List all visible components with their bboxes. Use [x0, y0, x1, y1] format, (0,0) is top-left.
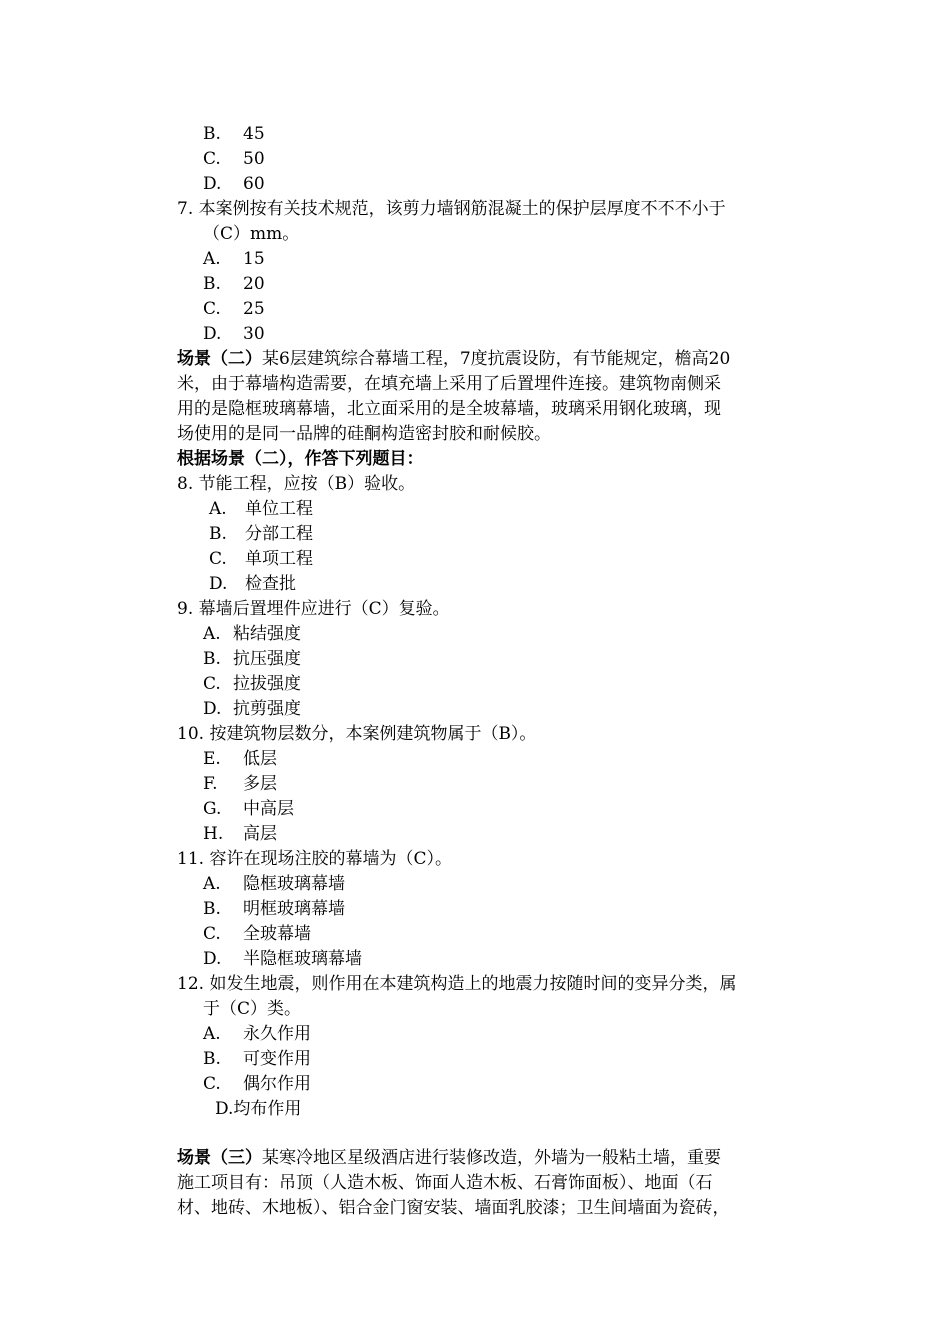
q6-option-d — [0, 172, 950, 197]
option-key: D. — [209, 574, 228, 594]
spacer — [0, 1122, 950, 1146]
scene3-line: 材、地砖、木地板）、铝合金门窗安装、墙面乳胶漆；卫生间墙面为瓷砖， — [177, 1198, 730, 1218]
option-key: A. — [203, 624, 221, 644]
q8-option-b — [0, 522, 950, 547]
q8-option-c — [0, 547, 950, 572]
q7-option-d — [0, 322, 950, 347]
q9-option-a — [0, 622, 950, 647]
option-text: 抗剪强度 — [233, 699, 301, 719]
option-key: C. — [203, 674, 221, 694]
q10-option-g — [0, 797, 950, 822]
q11-text: 11. 容许在现场注胶的幕墙为（C）。 — [177, 849, 452, 869]
option-text: 抗压强度 — [233, 649, 301, 669]
option-text: 隐框玻璃幕墙 — [243, 874, 345, 894]
scene2-line: 用的是隐框玻璃幕墙，北立面采用的是全坡幕墙，玻璃采用钢化玻璃，现 — [177, 399, 721, 419]
option-text: 中高层 — [243, 799, 294, 819]
option-key: G. — [203, 799, 222, 819]
q6-option-c — [0, 147, 950, 172]
q11-option-c — [0, 922, 950, 947]
q8-option-a — [0, 497, 950, 522]
option-text: 60 — [243, 174, 265, 194]
q10-option-h — [0, 822, 950, 847]
option-text: 45 — [243, 124, 265, 144]
q11-option-b — [0, 897, 950, 922]
q12-option-d: D.均布作用 — [215, 1099, 302, 1119]
option-text: 分部工程 — [245, 524, 313, 544]
option-key: A. — [209, 499, 227, 519]
option-key: B. — [203, 274, 221, 294]
option-key: D. — [203, 174, 222, 194]
scene2-line: 米，由于幕墙构造需要，在填充墙上采用了后置埋件连接。建筑物南侧采 — [177, 374, 721, 394]
q12-option-c — [0, 1072, 950, 1097]
option-key: C. — [209, 549, 227, 569]
q7-text: 7. 本案例按有关技术规范，该剪力墙钢筋混凝土的保护层厚度不不不小于 — [177, 199, 726, 219]
option-key: D. — [203, 699, 222, 719]
option-key: D. — [203, 324, 222, 344]
q7-option-c — [0, 297, 950, 322]
q11-option-a — [0, 872, 950, 897]
q12-text: 12. 如发生地震，则作用在本建筑构造上的地震力按随时间的变异分类，属 — [177, 974, 737, 994]
scene2-line: 场使用的是同一品牌的硅酮构造密封胶和耐候胶。 — [177, 424, 551, 444]
option-text: 可变作用 — [243, 1049, 311, 1069]
q9-option-d — [0, 697, 950, 722]
option-text: 单位工程 — [245, 499, 313, 519]
q10-option-f — [0, 772, 950, 797]
option-key: B. — [203, 899, 221, 919]
option-text: 单项工程 — [245, 549, 313, 569]
q8-text: 8. 节能工程，应按（B）验收。 — [177, 474, 416, 494]
q7-option-a — [0, 247, 950, 272]
document-page — [0, 122, 950, 1221]
scene3-line: 施工项目有：吊顶（人造木板、饰面人造木板、石膏饰面板）、地面（石 — [177, 1173, 713, 1193]
scene2-prompt — [0, 447, 950, 472]
option-text: 半隐框玻璃幕墙 — [243, 949, 362, 969]
scene3-paragraph — [0, 1146, 807, 1221]
option-text: 20 — [243, 274, 265, 294]
q6-option-b — [0, 122, 950, 147]
q10-text: 10. 按建筑物层数分，本案例建筑物属于（B）。 — [177, 724, 537, 744]
q12-option-b — [0, 1047, 950, 1072]
option-key: A. — [203, 1024, 221, 1044]
option-key: A. — [203, 874, 221, 894]
scene2-prompt-text: 根据场景（二），作答下列题目： — [177, 449, 424, 469]
option-text: 永久作用 — [243, 1024, 311, 1044]
option-key: B. — [203, 649, 221, 669]
option-text: 拉拔强度 — [233, 674, 301, 694]
scene2-label: 场景（二） — [177, 349, 262, 369]
option-text: 高层 — [243, 824, 277, 844]
scene2-paragraph — [0, 347, 807, 447]
q9-text: 9. 幕墙后置埋件应进行（C）复验。 — [177, 599, 450, 619]
option-key: B. — [209, 524, 227, 544]
option-key: A. — [203, 249, 221, 269]
option-key: H. — [203, 824, 224, 844]
scene2-line: 某6层建筑综合幕墙工程，7度抗震设防，有节能规定，檐高20 — [262, 349, 731, 369]
option-text: 15 — [243, 249, 265, 269]
option-key: D. — [203, 949, 222, 969]
q7-text-cont: （C）mm。 — [203, 224, 300, 244]
option-key: F. — [203, 774, 218, 794]
option-text: 明框玻璃幕墙 — [243, 899, 345, 919]
option-key: E. — [203, 749, 221, 769]
option-key: C. — [203, 1074, 221, 1094]
scene3-label: 场景（三） — [177, 1148, 262, 1168]
option-key: C. — [203, 149, 221, 169]
option-text: 检查批 — [245, 574, 296, 594]
q11-option-d — [0, 947, 950, 972]
option-text: 低层 — [243, 749, 277, 769]
q12-text-cont: 于（C）类。 — [203, 999, 302, 1019]
option-text: 多层 — [243, 774, 277, 794]
q9-option-b — [0, 647, 950, 672]
option-key: C. — [203, 924, 221, 944]
q12-option-a — [0, 1022, 950, 1047]
q7-option-b — [0, 272, 950, 297]
option-key: B. — [203, 124, 221, 144]
option-key: C. — [203, 299, 221, 319]
scene3-line: 某寒冷地区星级酒店进行装修改造，外墙为一般粘土墙，重要 — [262, 1148, 721, 1168]
option-text: 粘结强度 — [233, 624, 301, 644]
option-text: 50 — [243, 149, 265, 169]
q8-option-d — [0, 572, 950, 597]
option-key: B. — [203, 1049, 221, 1069]
option-text: 25 — [243, 299, 265, 319]
option-text: 偶尔作用 — [243, 1074, 311, 1094]
q10-option-e — [0, 747, 950, 772]
option-text: 全玻幕墙 — [243, 924, 311, 944]
q9-option-c — [0, 672, 950, 697]
option-text: 30 — [243, 324, 265, 344]
